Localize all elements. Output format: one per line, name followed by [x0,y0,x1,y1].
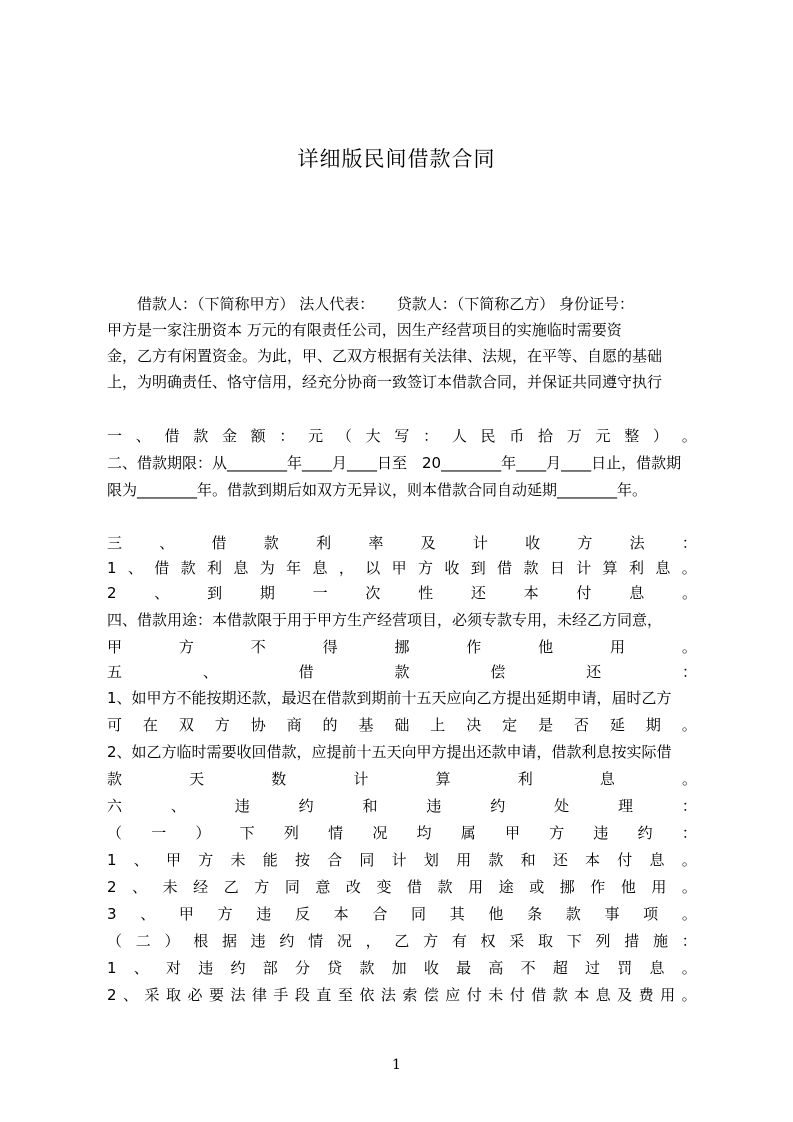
paragraph-line: 借款人：（下简称甲方） 法人代表： 贷款人：（下简称乙方） 身份证号： [107,295,635,313]
clause-5-item-1: 1、如甲方不能按期还款，最迟在借款到期前十五天应向乙方提出延期申请，届时乙方 [107,689,672,707]
clause-4-purpose-cont: 甲 方 不 得 挪 作 他 用 。 [107,638,697,656]
clause-4-purpose: 四、借款用途：本借款限于用于甲方生产经营项目，必须专款专用，未经乙方同意， [107,611,663,629]
clause-1-amount: 一 、 借 款 金 额 ： 元 （ 大 写 ： 人 民 币 拾 万 元 整 ） 。 [107,427,697,445]
clause-5-item-2: 2、如乙方临时需要收回借款，应提前十五天向甲方提出还款申请，借款利息按实际借 [107,743,672,761]
clause-6-sub-1-item-2: 2 、 未 经 乙 方 同 意 改 变 借 款 用 途 或 挪 作 他 用 。 [107,878,697,896]
clause-3-item-1: 1 、 借 款 利 息 为 年 息 ， 以 甲 方 收 到 借 款 日 计 算 利 息 。 [107,559,697,577]
page-number: 1 [392,1057,401,1073]
clause-3-heading: 三 、 借 款 利 率 及 计 收 方 法 ： [107,534,697,552]
clause-2-term-cont: 限为________年。借款到期后如双方无异议，则本借款合同自动延期________年。 [107,481,648,499]
clause-5-item-1-cont: 可 在 双 方 协 商 的 基 础 上 决 定 是 否 延 期 。 [107,716,697,734]
paragraph-line: 上，为明确责任、恪守信用，经充分协商一致签订本借款合同，并保证共同遵守执行 [107,373,663,391]
clause-6-sub-2-item-2: 2 、 采 取 必 要 法 律 手 段 直 至 依 法 索 偿 应 付 未 付 借 款 本 息 及 费 用 。 [107,986,697,1004]
paragraph-line: 金，乙方有闲置资金。为此，甲、乙双方根据有关法律、法规，在平等、自愿的基础 [107,347,663,365]
clause-5-heading: 五 、 借 款 偿 还 ： [107,663,697,681]
clause-6-sub-2-item-1: 1 、 对 违 约 部 分 贷 款 加 收 最 高 不 超 过 罚 息 。 [107,959,697,977]
clause-6-sub-1-item-1: 1 、 甲 方 未 能 按 合 同 计 划 用 款 和 还 本 付 息 。 [107,851,697,869]
clause-6-sub-1: （ 一 ） 下 列 情 况 均 属 甲 方 违 约 ： [107,824,697,842]
paragraph-line: 甲方是一家注册资本 万元的有限责任公司，因生产经营项目的实施临时需要资 [107,321,622,339]
clause-6-heading: 六 、 违 约 和 违 约 处 理 ： [107,797,697,815]
document-title: 详细版民间借款合同 [297,147,496,171]
clause-3-item-2: 2 、 到 期 一 次 性 还 本 付 息 。 [107,584,697,602]
clause-6-sub-1-item-3: 3 、 甲 方 违 反 本 合 同 其 他 条 款 事 项 。 [107,905,697,923]
clause-2-term: 二、借款期限：从________年____月____日至 20________年____月____日止，借款期 [107,454,682,472]
clause-5-item-2-cont: 款 天 数 计 算 利 息 。 [107,770,697,788]
clause-6-sub-2: （ 二 ） 根 据 违 约 情 况 ， 乙 方 有 权 采 取 下 列 措 施 ： [107,932,697,950]
